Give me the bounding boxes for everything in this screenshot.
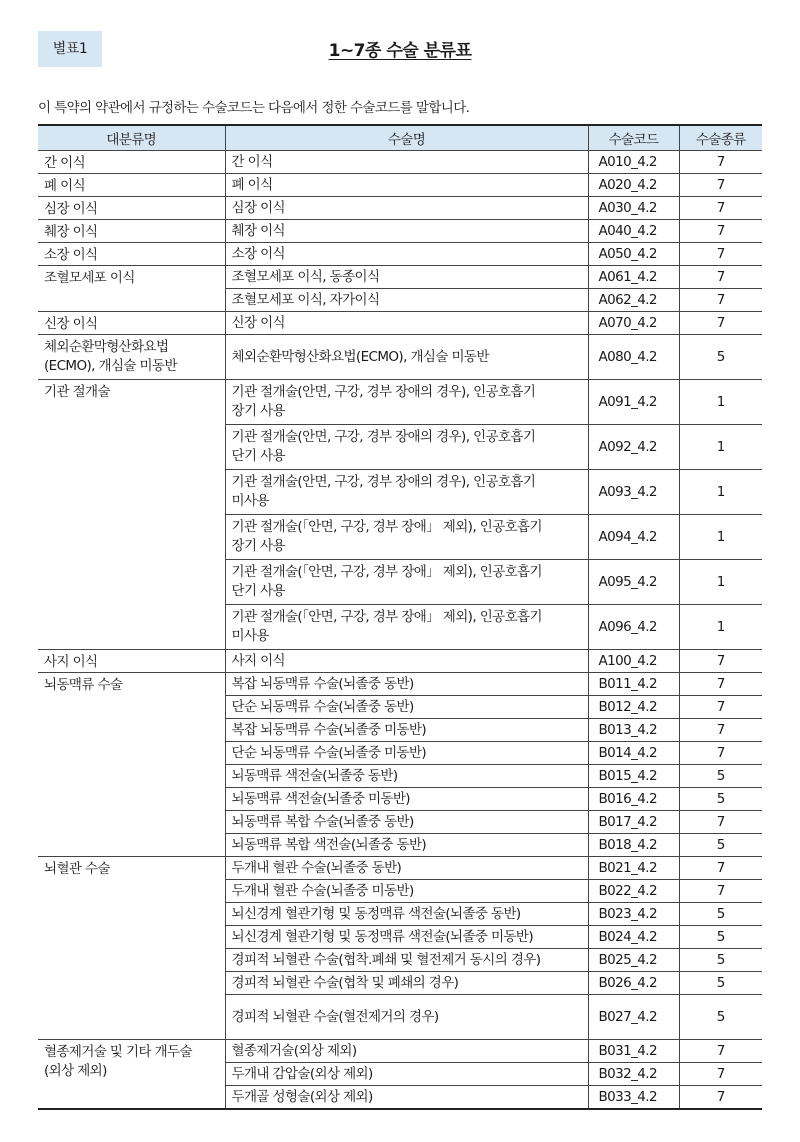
surgery-name-cell: 폐 이식 (225, 174, 588, 197)
surgery-code-cell: A040_4.2 (588, 220, 679, 243)
surgery-code-cell: B031_4.2 (588, 1040, 679, 1063)
surgery-type-cell: 5 (679, 903, 762, 926)
surgery-code-cell: B025_4.2 (588, 949, 679, 972)
major-category-cell: 간 이식 (38, 151, 225, 174)
table-row (38, 335, 762, 380)
surgery-type-cell: 7 (679, 289, 762, 312)
surgery-name-cell: 기관 절개술(안면, 구강, 경부 장애의 경우), 인공호흡기 단기 사용 (225, 425, 588, 470)
surgery-code-cell: A070_4.2 (588, 312, 679, 335)
major-category-cell: 뇌혈관 수술 (38, 857, 225, 1040)
surgery-type-cell: 7 (679, 197, 762, 220)
surgery-type-cell: 7 (679, 673, 762, 696)
header-surgery-code: 수술코드 (588, 125, 679, 151)
surgery-type-cell: 7 (679, 857, 762, 880)
surgery-name-cell: 뇌신경계 혈관기형 및 동정맥류 색전술(뇌졸중 미동반) (225, 926, 588, 949)
table-row (38, 174, 762, 197)
surgery-type-cell: 7 (679, 151, 762, 174)
major-category-cell: 뇌동맥류 수술 (38, 673, 225, 857)
table-header-row (38, 125, 762, 151)
surgery-code-cell: B011_4.2 (588, 673, 679, 696)
surgery-code-cell: A096_4.2 (588, 605, 679, 650)
surgery-code-cell: A062_4.2 (588, 289, 679, 312)
major-category-cell: 췌장 이식 (38, 220, 225, 243)
surgery-type-cell: 1 (679, 470, 762, 515)
header-surgery-type: 수술종류 (679, 125, 762, 151)
surgery-code-cell: A093_4.2 (588, 470, 679, 515)
surgery-code-cell: B014_4.2 (588, 742, 679, 765)
surgery-code-cell: B027_4.2 (588, 995, 679, 1040)
surgery-classification-table (38, 124, 762, 1110)
surgery-name-cell: 기관 절개술(안면, 구강, 경부 장애의 경우), 인공호흡기 장기 사용 (225, 380, 588, 425)
table-row (38, 673, 762, 696)
surgery-name-cell: 소장 이식 (225, 243, 588, 266)
appendix-badge: 별표1 (38, 31, 102, 67)
major-category-cell: 소장 이식 (38, 243, 225, 266)
surgery-type-cell: 5 (679, 926, 762, 949)
surgery-code-cell: A092_4.2 (588, 425, 679, 470)
surgery-type-cell: 7 (679, 742, 762, 765)
surgery-name-cell: 혈종제거술(외상 제외) (225, 1040, 588, 1063)
intro-text: 이 특약의 약관에서 규정하는 수술코드는 다음에서 정한 수술코드를 말합니다. (38, 100, 470, 116)
surgery-type-cell: 7 (679, 1063, 762, 1086)
surgery-code-cell: A094_4.2 (588, 515, 679, 560)
surgery-type-cell: 5 (679, 335, 762, 380)
table-row (38, 151, 762, 174)
surgery-name-cell: 췌장 이식 (225, 220, 588, 243)
table-body (38, 151, 762, 1110)
header-surgery-name: 수술명 (225, 125, 588, 151)
surgery-name-cell: 기관 절개술(안면, 구강, 경부 장애의 경우), 인공호흡기 미사용 (225, 470, 588, 515)
surgery-name-cell: 복잡 뇌동맥류 수술(뇌졸중 동반) (225, 673, 588, 696)
surgery-type-cell: 7 (679, 880, 762, 903)
major-category-cell: 체외순환막형산화요법 (ECMO), 개심술 미동반 (38, 335, 225, 380)
surgery-type-cell: 7 (679, 174, 762, 197)
surgery-type-cell: 1 (679, 515, 762, 560)
surgery-code-cell: B012_4.2 (588, 696, 679, 719)
surgery-name-cell: 단순 뇌동맥류 수술(뇌졸중 동반) (225, 696, 588, 719)
surgery-name-cell: 신장 이식 (225, 312, 588, 335)
surgery-code-cell: A030_4.2 (588, 197, 679, 220)
surgery-type-cell: 7 (679, 1040, 762, 1063)
surgery-name-cell: 경피적 뇌혈관 수술(혈전제거의 경우) (225, 995, 588, 1040)
surgery-name-cell: 조혈모세포 이식, 자가이식 (225, 289, 588, 312)
surgery-type-cell: 1 (679, 560, 762, 605)
table-row (38, 380, 762, 425)
surgery-code-cell: B033_4.2 (588, 1086, 679, 1110)
major-category-cell: 조혈모세포 이식 (38, 266, 225, 312)
table-row (38, 266, 762, 289)
surgery-code-cell: A050_4.2 (588, 243, 679, 266)
surgery-name-cell: 뇌동맥류 색전술(뇌졸중 동반) (225, 765, 588, 788)
major-category-cell: 혈종제거술 및 기타 개두술 (외상 제외) (38, 1040, 225, 1110)
surgery-code-cell: A095_4.2 (588, 560, 679, 605)
surgery-name-cell: 기관 절개술(「안면, 구강, 경부 장애」 제외), 인공호흡기 단기 사용 (225, 560, 588, 605)
surgery-type-cell: 5 (679, 995, 762, 1040)
surgery-code-cell: A080_4.2 (588, 335, 679, 380)
surgery-name-cell: 뇌동맥류 색전술(뇌졸중 미동반) (225, 788, 588, 811)
surgery-code-cell: A061_4.2 (588, 266, 679, 289)
surgery-code-cell: A020_4.2 (588, 174, 679, 197)
surgery-code-cell: B013_4.2 (588, 719, 679, 742)
surgery-name-cell: 단순 뇌동맥류 수술(뇌졸중 미동반) (225, 742, 588, 765)
table-row (38, 650, 762, 673)
major-category-cell: 사지 이식 (38, 650, 225, 673)
major-category-cell: 신장 이식 (38, 312, 225, 335)
surgery-name-cell: 뇌신경계 혈관기형 및 동정맥류 색전술(뇌졸중 동반) (225, 903, 588, 926)
surgery-type-cell: 7 (679, 696, 762, 719)
surgery-type-cell: 7 (679, 312, 762, 335)
surgery-type-cell: 7 (679, 1086, 762, 1110)
surgery-type-cell: 7 (679, 243, 762, 266)
major-category-cell: 심장 이식 (38, 197, 225, 220)
surgery-code-cell: B015_4.2 (588, 765, 679, 788)
surgery-name-cell: 경피적 뇌혈관 수술(협착 및 폐쇄의 경우) (225, 972, 588, 995)
surgery-name-cell: 기관 절개술(「안면, 구강, 경부 장애」 제외), 인공호흡기 미사용 (225, 605, 588, 650)
table-row (38, 197, 762, 220)
surgery-type-cell: 5 (679, 834, 762, 857)
surgery-code-cell: A010_4.2 (588, 151, 679, 174)
surgery-name-cell: 뇌동맥류 복합 수술(뇌졸중 동반) (225, 811, 588, 834)
surgery-code-cell: B024_4.2 (588, 926, 679, 949)
surgery-name-cell: 뇌동맥류 복합 색전술(뇌졸중 동반) (225, 834, 588, 857)
surgery-code-cell: B021_4.2 (588, 857, 679, 880)
major-category-cell: 기관 절개술 (38, 380, 225, 650)
surgery-type-cell: 5 (679, 765, 762, 788)
surgery-type-cell: 5 (679, 949, 762, 972)
surgery-name-cell: 심장 이식 (225, 197, 588, 220)
surgery-code-cell: B018_4.2 (588, 834, 679, 857)
surgery-name-cell: 기관 절개술(「안면, 구강, 경부 장애」 제외), 인공호흡기 장기 사용 (225, 515, 588, 560)
surgery-code-cell: B022_4.2 (588, 880, 679, 903)
surgery-type-cell: 5 (679, 972, 762, 995)
surgery-type-cell: 7 (679, 811, 762, 834)
table-row (38, 220, 762, 243)
surgery-name-cell: 체외순환막형산화요법(ECMO), 개심술 미동반 (225, 335, 588, 380)
header-major-category: 대분류명 (38, 125, 225, 151)
surgery-code-cell: B032_4.2 (588, 1063, 679, 1086)
surgery-name-cell: 조혈모세포 이식, 동종이식 (225, 266, 588, 289)
surgery-type-cell: 7 (679, 650, 762, 673)
surgery-code-cell: B016_4.2 (588, 788, 679, 811)
surgery-code-cell: A100_4.2 (588, 650, 679, 673)
surgery-type-cell: 5 (679, 788, 762, 811)
table-row (38, 243, 762, 266)
surgery-type-cell: 7 (679, 719, 762, 742)
surgery-type-cell: 1 (679, 605, 762, 650)
surgery-type-cell: 1 (679, 425, 762, 470)
table-row (38, 312, 762, 335)
surgery-name-cell: 경피적 뇌혈관 수술(협착.폐쇄 및 혈전제거 동시의 경우) (225, 949, 588, 972)
surgery-name-cell: 사지 이식 (225, 650, 588, 673)
surgery-type-cell: 7 (679, 266, 762, 289)
surgery-name-cell: 두개골 성형술(외상 제외) (225, 1086, 588, 1110)
surgery-code-cell: B023_4.2 (588, 903, 679, 926)
surgery-name-cell: 복잡 뇌동맥류 수술(뇌졸중 미동반) (225, 719, 588, 742)
table-row (38, 1040, 762, 1063)
surgery-name-cell: 간 이식 (225, 151, 588, 174)
surgery-name-cell: 두개내 감압술(외상 제외) (225, 1063, 588, 1086)
surgery-name-cell: 두개내 혈관 수술(뇌졸중 미동반) (225, 880, 588, 903)
page-title: 1~7종 수술 분류표 (328, 41, 472, 61)
major-category-cell: 폐 이식 (38, 174, 225, 197)
surgery-name-cell: 두개내 혈관 수술(뇌졸중 동반) (225, 857, 588, 880)
surgery-type-cell: 1 (679, 380, 762, 425)
surgery-type-cell: 7 (679, 220, 762, 243)
surgery-code-cell: B017_4.2 (588, 811, 679, 834)
surgery-code-cell: A091_4.2 (588, 380, 679, 425)
surgery-code-cell: B026_4.2 (588, 972, 679, 995)
table-row (38, 857, 762, 880)
